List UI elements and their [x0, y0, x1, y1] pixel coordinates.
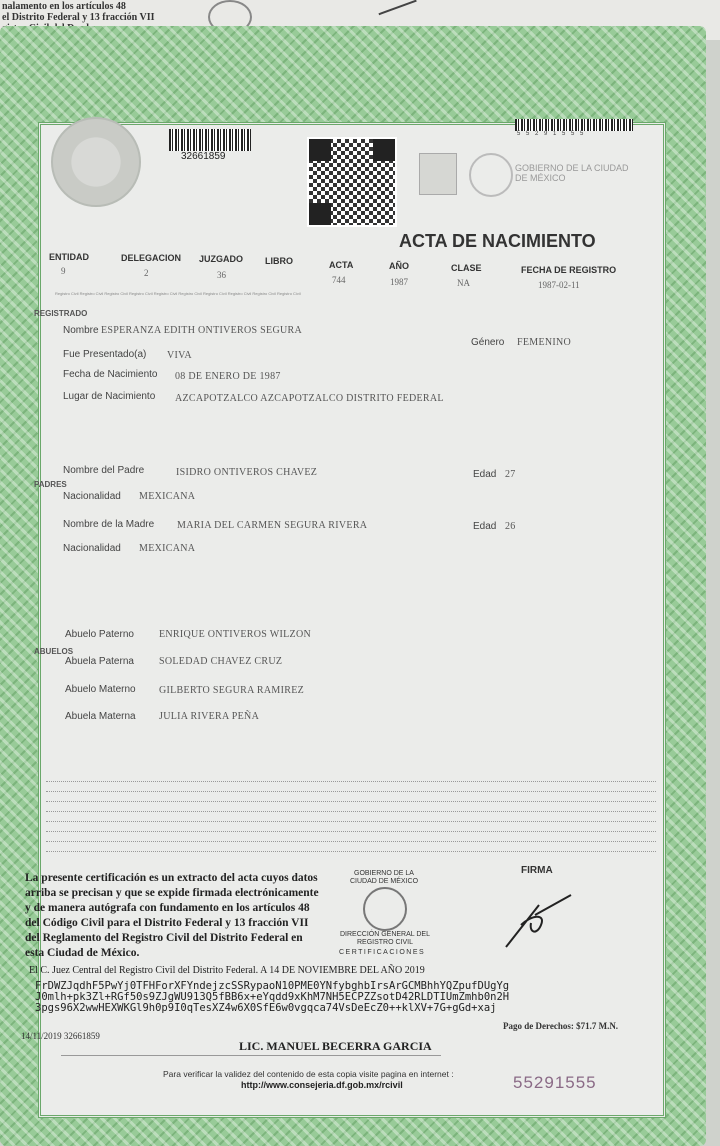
madre-label: Nombre de la Madre: [63, 519, 155, 530]
dotted-line: [46, 841, 656, 842]
dotted-line: [46, 851, 656, 852]
padre-label: Nombre del Padre: [63, 465, 145, 476]
padres-side-label: PADRES: [34, 480, 67, 489]
verificar-text: Para verificar la validez del contenido de esta copia visite pagina en internet :: [163, 1069, 454, 1079]
underlying-text-2: el Distrito Federal y 13 fracción VII: [2, 12, 155, 23]
dotted-line: [46, 821, 656, 822]
certificaciones-label: CERTIFICACIONES: [339, 949, 426, 956]
underlying-signature-icon: [378, 0, 421, 28]
val-fecha-registro: 1987-02-11: [538, 280, 580, 290]
abuela-paterna-value: SOLEDAD CHAVEZ CRUZ: [159, 656, 283, 667]
direccion-registro-civil-label: DIRECCIÓN GENERAL DEL REGISTRO CIVIL: [340, 931, 430, 946]
madre-edad-value: 26: [505, 521, 516, 532]
nombre-label: Nombre: [63, 325, 99, 336]
abuela-materna-value: JULIA RIVERA PEÑA: [159, 711, 260, 722]
birth-certificate-sheet: [0, 26, 706, 1146]
val-delegacion: 2: [144, 268, 149, 278]
folio-number: 55291555: [513, 1073, 597, 1092]
dotted-line: [46, 791, 656, 792]
lugar-nacimiento-label: Lugar de Nacimiento: [63, 391, 156, 402]
padre-edad-value: 27: [505, 469, 516, 480]
fine-print-band: Registro Civil Registro Civil Registro Civil Registro Civil Registro Civil Registro Civil Registro Civil Registro Civil Registro Civil Registro Civil: [55, 291, 301, 296]
cert-line: La presente certificación es un extracto del acta cuyos datos: [25, 872, 318, 884]
firma-label: FIRMA: [521, 865, 553, 876]
cert-line: esta Ciudad de México.: [25, 947, 140, 959]
dotted-line: [46, 801, 656, 802]
madre-nacionalidad-value: MEXICANA: [139, 543, 196, 554]
abuelos-side-label: ABUELOS: [34, 647, 74, 656]
val-clase: NA: [457, 278, 470, 288]
qr-code-icon: [307, 137, 397, 227]
abuelo-materno-label: Abuelo Materno: [65, 684, 136, 695]
hash-line: J0mlh+pk3Zl+RGf50s9ZJgWU913Q5fBB6x+eYqdd9xKhM7NH5ECPZZsotD42RLDTIUmZmhb0n2H: [35, 991, 510, 1003]
dotted-line: [46, 811, 656, 812]
barcode-right: [515, 119, 633, 131]
barcode-right-number: 5 5 2 9 1 5 5 5: [517, 131, 586, 137]
abuela-materna-label: Abuela Materna: [65, 711, 136, 722]
presentado-value: VIVA: [167, 350, 192, 361]
val-anio: 1987: [390, 277, 408, 287]
gob-cdmx-label: GOBIERNO DE LA CIUDAD DE MÉXICO: [349, 870, 419, 885]
juez-line: El C. Juez Central del Registro Civil del Distrito Federal. A 14 DE NOVIEMBRE DEL AÑO 2019: [29, 965, 425, 976]
val-entidad: 9: [61, 266, 66, 276]
cdmx-logo-icon: [469, 153, 513, 197]
certificate-body: [21, 122, 666, 1118]
presentado-label: Fue Presentado(a): [63, 349, 147, 360]
abuela-paterna-label: Abuela Paterna: [65, 656, 134, 667]
pago-derechos: Pago de Derechos: $71.7 M.N.: [503, 1021, 619, 1031]
fecha-folio: 14/11/2019 32661859: [21, 1031, 100, 1041]
page-title: ACTA DE NACIMIENTO: [399, 231, 596, 251]
barcode-left-number: 32661859: [181, 151, 226, 162]
hash-line: FrDWZJqdhF5PwYj0TFHForXFYndejzcSSRypaoN10PME0YNfybghbIrsArGCMBhhYQZpufDUgYg: [35, 980, 510, 992]
val-juzgado: 36: [217, 270, 226, 280]
cert-line: del Reglamento del Registro Civil del Distrito Federal en: [25, 932, 303, 944]
registro-civil-seal-icon: [363, 887, 407, 931]
barcode-left: [169, 129, 251, 151]
abuelo-materno-value: GILBERTO SEGURA RAMIREZ: [159, 685, 305, 696]
abuelo-paterno-value: ENRIQUE ONTIVEROS WILZON: [159, 629, 311, 640]
gov-logo-text: GOBIERNO DE LA CIUDAD DE MÉXICO: [515, 163, 629, 183]
val-acta: 744: [332, 275, 346, 285]
madre-value: MARIA DEL CARMEN SEGURA RIVERA: [177, 520, 368, 531]
underlying-text-1: nalamento en los artículos 48: [2, 1, 126, 12]
padre-nacionalidad-value: MEXICANA: [139, 491, 196, 502]
signature-line: [61, 1055, 441, 1056]
genero-label: Género: [471, 337, 505, 348]
col-acta: ACTA: [329, 260, 354, 270]
col-libro: LIBRO: [265, 256, 293, 266]
cert-line: arriba se precisan y que se expide firmada electrónicamente: [25, 887, 319, 899]
mexico-coat-of-arms-icon: [51, 117, 141, 207]
fecha-nacimiento-label: Fecha de Nacimiento: [63, 369, 158, 380]
genero-value: FEMENINO: [517, 337, 572, 348]
col-entidad: ENTIDAD: [49, 252, 89, 262]
digital-signature-hash: [35, 981, 509, 1014]
lic-name: LIC. MANUEL BECERRA GARCIA: [239, 1039, 432, 1053]
dotted-line: [46, 831, 656, 832]
col-fecha-registro: FECHA DE REGISTRO: [521, 265, 617, 275]
lugar-nacimiento-value: AZCAPOTZALCO AZCAPOTZALCO DISTRITO FEDERAL: [175, 393, 444, 404]
padre-value: ISIDRO ONTIVEROS CHAVEZ: [176, 467, 318, 478]
madre-nacionalidad-label: Nacionalidad: [63, 543, 121, 554]
padre-nacionalidad-label: Nacionalidad: [63, 491, 121, 502]
cert-line: y de manera autógrafa con fundamento en los artículos 48: [25, 902, 310, 914]
col-clase: CLASE: [451, 263, 482, 273]
cdmx-shield-icon: [419, 153, 457, 195]
dotted-line: [46, 781, 656, 782]
madre-edad-label: Edad: [473, 521, 497, 532]
hash-line: 3pgs96X2wwHEXWKGl9h0p9I0qTesXZ4w6X0SfE6w0vgqca74VsDeEcZ0++klXV+7G+gGd+xaj: [35, 1002, 497, 1014]
col-delegacion: DELEGACION: [121, 253, 182, 263]
padre-edad-label: Edad: [473, 469, 497, 480]
verification-url[interactable]: http://www.consejeria.df.gob.mx/rcivil: [241, 1080, 403, 1090]
cert-line: del Código Civil para el Distrito Federal y 13 fracción VII: [25, 917, 309, 929]
abuelo-paterno-label: Abuelo Paterno: [65, 629, 134, 640]
certification-text: [25, 871, 319, 961]
nombre-value: ESPERANZA EDITH ONTIVEROS SEGURA: [101, 325, 302, 336]
registrado-side-label: REGISTRADO: [34, 309, 88, 318]
col-anio: AÑO: [389, 261, 409, 271]
signature-icon: [501, 885, 581, 955]
fecha-nacimiento-value: 08 DE ENERO DE 1987: [175, 371, 281, 382]
col-juzgado: JUZGADO: [199, 254, 244, 264]
